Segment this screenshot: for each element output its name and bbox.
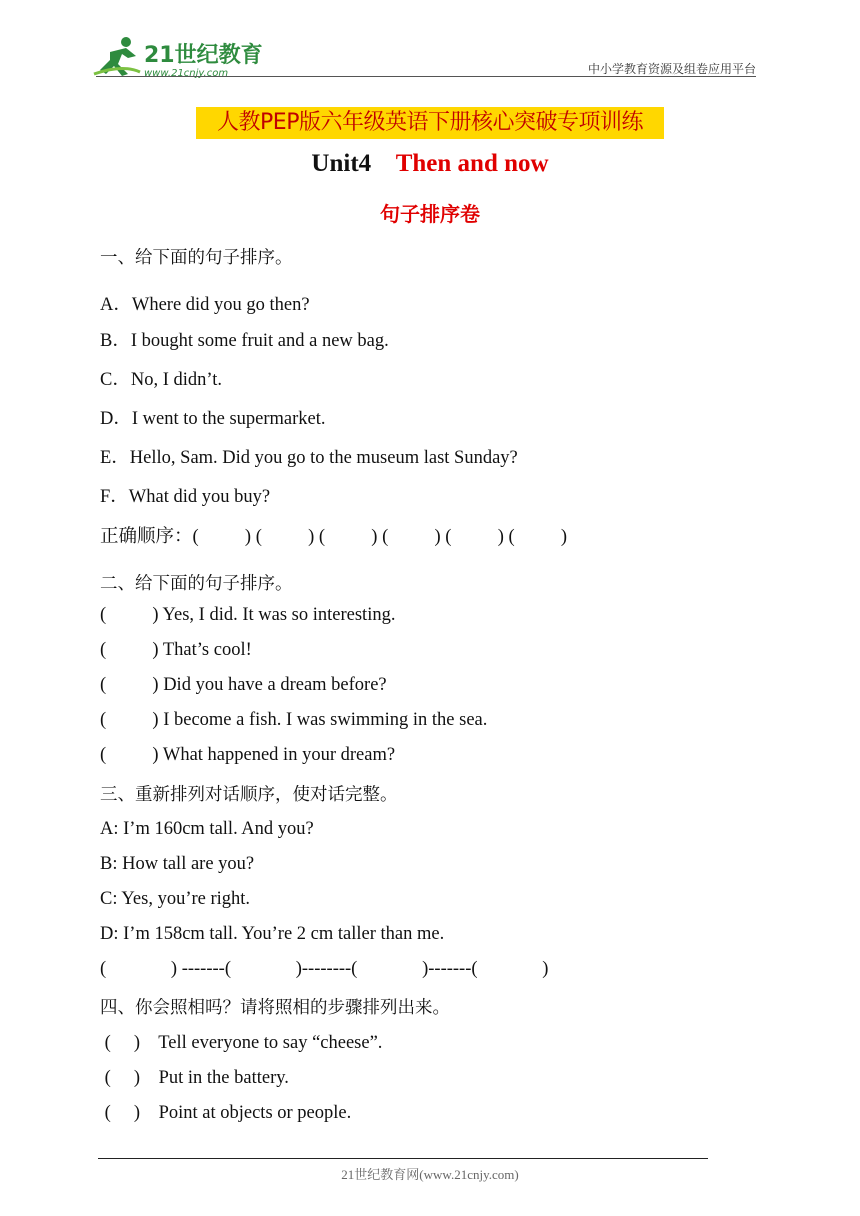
- logo-url: www.21cnjy.com: [144, 68, 229, 79]
- section3-item: B: How tall are you?: [100, 854, 255, 874]
- section3-answer-line: ( ) -------( )--------( )-------( ): [100, 959, 549, 979]
- footer-divider: [98, 1158, 708, 1159]
- unit-number: Unit4: [311, 150, 372, 177]
- section4-heading: 四、你会照相吗？请将照相的步骤排列出来。: [100, 998, 450, 1018]
- section3-item: A: I’m 160cm tall. And you?: [100, 819, 314, 839]
- site-logo: [92, 34, 262, 80]
- section2-item: ( ) I become a fish. I was swimming in the sea.: [100, 710, 488, 730]
- section3-item: D: I’m 158cm tall. You’re 2 cm taller than me.: [100, 924, 445, 944]
- section1-answer-line: 正确顺序：( ) ( ) ( ) ( ) ( ) ( ): [100, 527, 568, 547]
- section1-item: C．No, I didn’t.: [100, 370, 222, 390]
- site-tagline: 中小学教育资源及组卷应用平台: [587, 62, 756, 76]
- runner-logo-icon: [92, 34, 262, 80]
- section2-item: ( ) Yes, I did. It was so interesting.: [100, 605, 396, 625]
- section2-item: ( ) Did you have a dream before?: [100, 675, 387, 695]
- section1-item: B．I bought some fruit and a new bag.: [100, 331, 389, 351]
- section1-item: F．What did you buy?: [100, 487, 271, 507]
- worksheet-subtitle: 句子排序卷: [380, 202, 480, 226]
- section3-item: C: Yes, you’re right.: [100, 889, 251, 909]
- section2-heading: 二、给下面的句子排序。: [100, 574, 293, 594]
- section1-item: A．Where did you go then?: [100, 295, 310, 315]
- header-divider: [96, 76, 756, 77]
- section2-item: ( ) That’s cool!: [100, 640, 252, 660]
- unit-name: Then and now: [395, 150, 549, 177]
- section1-heading: 一、给下面的句子排序。: [100, 248, 293, 268]
- footer-text: 21世纪教育网(www.21cnjy.com): [341, 1167, 519, 1182]
- section4-item: ( ) Tell everyone to say “cheese”.: [100, 1033, 383, 1053]
- section4-item: ( ) Put in the battery.: [100, 1068, 289, 1088]
- section2-item: ( ) What happened in your dream?: [100, 745, 396, 765]
- logo-text: 21世纪教育: [144, 43, 262, 68]
- section4-item: ( ) Point at objects or people.: [100, 1103, 352, 1123]
- section1-item: E．Hello, Sam. Did you go to the museum last Sunday?: [100, 448, 518, 468]
- section3-heading: 三、重新排列对话顺序，使对话完整。: [100, 785, 398, 805]
- unit-heading: [0, 150, 860, 178]
- section1-item: D．I went to the supermarket.: [100, 409, 326, 429]
- worksheet-title: 人教PEP版六年级英语下册核心突破专项训练: [217, 110, 643, 135]
